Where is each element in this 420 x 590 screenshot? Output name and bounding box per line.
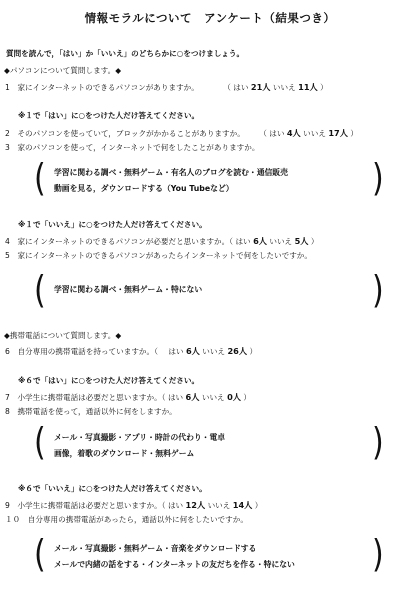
question-6: 6 自分専用の携帯電話を持っていますか。（ はい 6人 いいえ 26人 ） <box>5 346 258 356</box>
question-5: 5 家にインターネットのできるパソコンがあったらインターネットで何をしたいですか。 <box>5 251 312 260</box>
question-text: 家にインターネットのできるパソコンがありますか。 <box>17 83 199 92</box>
note-q6-yes: ※６で「はい」に○をつけた人だけ答えてください。 <box>18 376 200 385</box>
section-heading-phone: ◆携帯電話について質問します。◆ <box>4 331 122 340</box>
note-q6-no: ※６で「いいえ」に○をつけた人だけ答えてください。 <box>18 484 207 493</box>
question-8: 8 携帯電話を使って，通話以外に何をしますか。 <box>5 407 177 416</box>
section-heading-pc: ◆パソコンについて質問します。◆ <box>4 66 122 75</box>
answer-no-count: 17人 <box>328 128 348 138</box>
page-title: 情報モラルについて アンケート（結果つき） <box>84 11 336 25</box>
answer-no-count: 11人 <box>298 82 318 92</box>
question-1: 1 家にインターネットのできるパソコンがありますか。 （ はい 21人 いいえ 11人 ） <box>5 82 328 92</box>
answer-yes-count: 21人 <box>250 82 271 92</box>
question-2: 2 そのパソコンを使っていて，ブロックがかかることがありますか。 （ はい 4人 いいえ 17人 ） <box>5 128 358 138</box>
question-number: 1 <box>5 83 10 92</box>
instructions: 質問を読んで，「はい」か「いいえ」のどちらかに○をつけましょう。 <box>6 49 245 58</box>
question-4: 4 家にインターネットのできるパソコンが必要だと思いますか。（ はい 6人 いいえ 5人 ） <box>5 236 319 246</box>
note-q1-no: ※１で「いいえ」に○をつけた人だけ答えてください。 <box>18 220 207 229</box>
answer-yes-count: 4人 <box>286 128 301 138</box>
question-7: 7 小学生に携帯電話は必要だと思いますか。（ はい 6人 いいえ 0人 ） <box>5 392 251 402</box>
note-q1-yes: ※１で「はい」に○をつけた人だけ答えてください。 <box>18 111 200 120</box>
question-9: 9 小学生に携帯電話は必要だと思いますか。（ はい 12人 いいえ 14人 ） <box>5 500 263 510</box>
question-3: 3 家のパソコンを使って，インターネットで何をしたことがありますか。 <box>5 143 260 152</box>
question-10: １０ 自分専用の携帯電話があったら，通話以外に何をしたいですか。 <box>5 515 248 524</box>
